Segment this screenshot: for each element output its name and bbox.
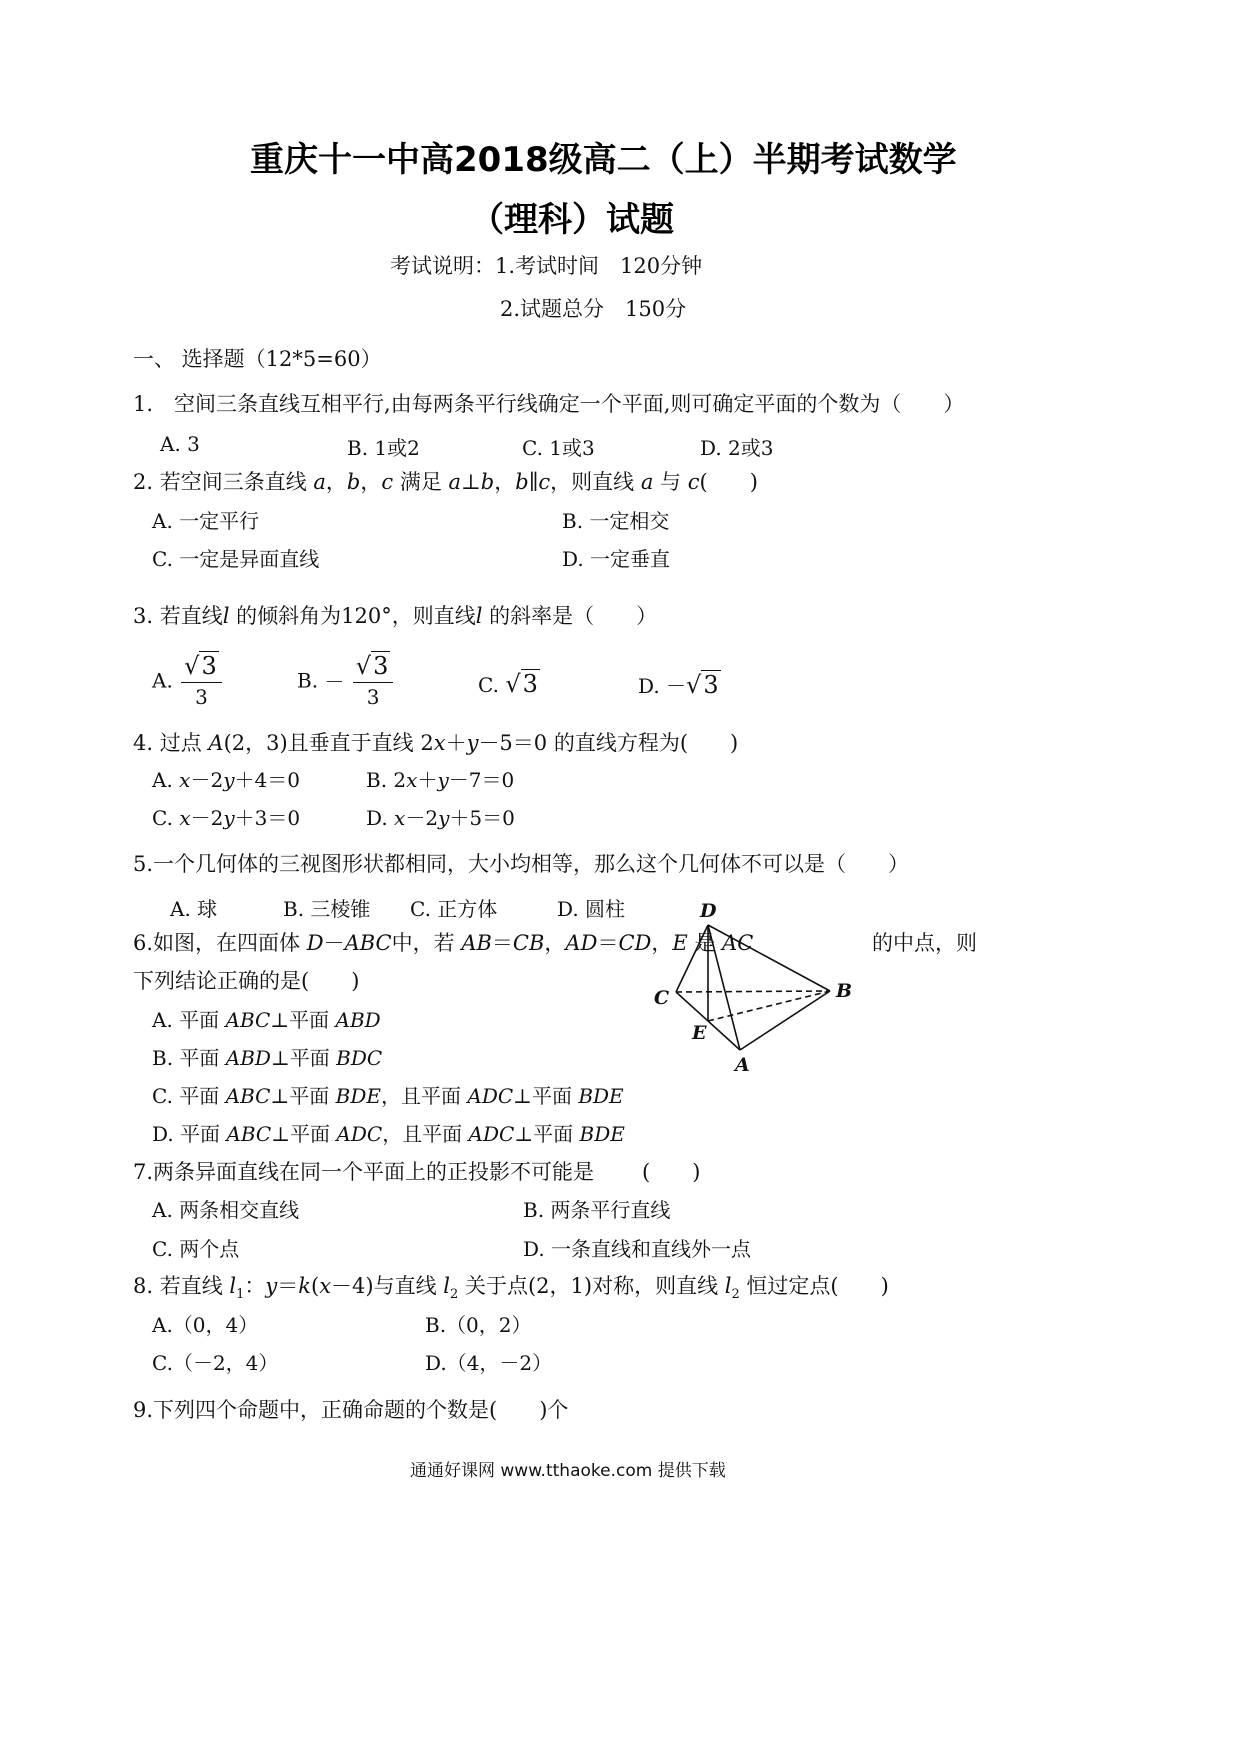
question-3-option-c: [478, 670, 540, 698]
question-7-stem: 7.两条异面直线在同一个平面上的正投影不可能是: [133, 1160, 595, 1184]
q2-text: ∥: [528, 470, 539, 494]
q6-text: ⊥平面: [271, 1122, 337, 1146]
exam-note-1: [390, 250, 702, 280]
q6-text: B. 平面: [152, 1046, 226, 1070]
q6-text: 是: [687, 931, 723, 955]
q2-var: c: [687, 470, 700, 494]
section-heading: 一、 选择题（12*5=60）: [133, 347, 382, 371]
q3-numerator: [353, 652, 394, 683]
page-footer: 通通好课网 www.tthaoke.com 提供下载: [410, 1461, 726, 1481]
q2-var: b: [480, 470, 495, 494]
q3-var: l: [475, 604, 483, 628]
question-5-option-d: D. 圆柱: [557, 897, 626, 921]
q8-var: k: [298, 1274, 311, 1298]
q4-var: y: [466, 731, 479, 755]
q6-text: D. 平面: [152, 1122, 227, 1146]
sqrt-sign: √: [686, 671, 702, 699]
q3-var: l: [222, 604, 230, 628]
q6-var: ABD: [335, 1008, 381, 1032]
q4-text: ＋5＝0: [449, 806, 515, 830]
question-3-option-d: [638, 670, 721, 699]
question-5-stem: 5.一个几何体的三视图形状都相同，大小均相等，那么这个几何体不可以是（ ）: [133, 852, 910, 876]
q4-var: x: [394, 806, 406, 830]
q3-fraction: [181, 652, 222, 709]
q6-var: ABC: [225, 1084, 271, 1108]
q6-text: ⊥平面: [270, 1084, 336, 1108]
q6-var: ABD: [225, 1046, 271, 1070]
vertex-label-e: E: [692, 1022, 707, 1044]
q3-text: 3. 若直线: [133, 604, 223, 628]
q6-var: ADC: [467, 1084, 514, 1108]
q4-var: y: [438, 806, 450, 830]
q4-text: ＋3＝0: [234, 806, 301, 830]
q4-var: y: [223, 806, 235, 830]
q6-text: 中，若: [391, 931, 462, 955]
exam-note-2: 2.试题总分 150分: [500, 297, 687, 321]
q3-denominator: 3: [366, 685, 380, 709]
sqrt-sign: √: [184, 652, 200, 680]
vertex-label-c: C: [654, 987, 670, 1009]
question-2-stem: [133, 466, 758, 496]
q8-text: －4)与直线: [331, 1274, 444, 1298]
q3-option-label: B.: [297, 668, 319, 693]
q6-var: E: [672, 931, 688, 955]
q3-text: 的倾斜角为120°，则直线: [229, 604, 476, 628]
q6-text: ⊥平面: [514, 1122, 580, 1146]
exam-title-line1: 重庆十一中高2018级高二（上）半期考试数学: [250, 140, 957, 180]
q6-text: ＝: [597, 931, 619, 955]
q2-text: ，则直线: [550, 470, 641, 494]
question-4-option-b: [366, 764, 514, 793]
q6-text: 6.如图，在四面体: [133, 931, 307, 955]
q3-option-label: D.: [638, 674, 660, 698]
q4-text: 4. 过点: [133, 731, 209, 755]
q2-text: 与: [653, 470, 688, 494]
question-8-option-a: A.（0，4）: [152, 1313, 259, 1337]
q4-text: －2: [190, 806, 224, 830]
q2-var: a: [640, 470, 654, 494]
q6-var: ABC: [225, 1008, 271, 1032]
question-9-stem: 9.下列四个命题中，正确命题的个数是( )个: [133, 1398, 569, 1422]
q3-fraction: [353, 652, 394, 709]
q4-text: －2: [405, 806, 439, 830]
q6-var: AD: [565, 931, 598, 955]
edge-db: [708, 925, 830, 991]
radicand: 3: [373, 652, 389, 680]
q6-var: BDC: [336, 1046, 383, 1070]
question-8-option-c: C.（－2，4）: [152, 1351, 279, 1375]
question-3-option-a: [152, 652, 224, 709]
vertex-label-b: B: [836, 980, 853, 1002]
question-1-option-a: A. 3: [160, 432, 200, 456]
q4-text: －2: [190, 768, 224, 792]
q8-text: 8. 若直线: [133, 1274, 230, 1298]
q3-numerator: [181, 652, 222, 683]
question-6-option-d: [152, 1118, 625, 1147]
q4-var: x: [433, 731, 446, 755]
exam-note-label: 考试说明：: [390, 254, 495, 278]
question-4-option-c: [152, 802, 300, 831]
q8-subscript: 1: [236, 1287, 245, 1303]
q4-text: －5＝0 的直线方程为( ): [478, 731, 739, 755]
q4-text: ＋4＝0: [234, 768, 300, 792]
q2-text: ( ): [699, 470, 758, 494]
minus-sign: －: [324, 670, 345, 694]
q6-text: ⊥平面: [270, 1046, 337, 1070]
question-7-answer-paren: ( ): [642, 1160, 701, 1184]
q6-text: ⊥平面: [270, 1008, 336, 1032]
q2-text: ，: [360, 470, 382, 494]
tetrahedron-figure: [640, 895, 870, 1075]
q4-var: y: [223, 768, 235, 792]
q8-var: y: [265, 1274, 278, 1298]
q2-var: c: [381, 470, 394, 494]
q3-option-label: A.: [152, 668, 173, 693]
question-2-option-a: A. 一定平行: [152, 509, 260, 533]
q4-option-label: C.: [152, 806, 173, 830]
q6-text: ⊥平面: [513, 1084, 579, 1108]
q2-var: a: [448, 470, 462, 494]
q4-var: x: [406, 768, 418, 792]
question-8-option-b: B.（0，2）: [425, 1313, 532, 1337]
question-1-stem: 1. 空间三条直线互相平行,由每两条平行线确定一个平面,则可确定平面的个数为（ ）: [133, 392, 965, 416]
q6-var: BDE: [335, 1084, 382, 1108]
q4-var: x: [179, 768, 191, 792]
question-4-stem: [133, 727, 738, 757]
q8-var: l: [724, 1274, 732, 1298]
q8-text: ＝: [277, 1274, 299, 1298]
q4-var: y: [437, 768, 449, 792]
q6-var: CD: [618, 931, 652, 955]
question-6-option-c: [152, 1080, 624, 1109]
q6-text: ，且平面: [381, 1084, 468, 1108]
q6-text: ，且平面: [382, 1122, 469, 1146]
edge-da: [708, 925, 740, 1050]
question-1-option-b: B. 1或2: [347, 436, 420, 460]
radicand: 3: [522, 670, 538, 698]
exam-title-line2: （理科）试题: [470, 200, 674, 240]
q3-option-label: C.: [478, 673, 499, 697]
sqrt-sign: √: [505, 670, 521, 698]
q8-var: l: [443, 1274, 450, 1298]
q2-text: ，: [325, 470, 347, 494]
q8-text: 恒过定点( ): [739, 1274, 889, 1298]
q8-var: x: [319, 1274, 332, 1298]
question-5-option-c: C. 正方体: [410, 897, 498, 921]
q3-text: 的斜率是（ ）: [482, 604, 658, 628]
edge-ab: [740, 991, 830, 1050]
exam-note-time: 1.考试时间 120分钟: [495, 254, 703, 278]
q4-text: 2: [393, 768, 407, 792]
q2-text: 2. 若空间三条直线: [133, 470, 314, 494]
q4-option-label: B.: [366, 768, 388, 792]
q4-var: A: [208, 731, 224, 755]
question-3-stem: [133, 600, 657, 630]
question-6-stem-tail: 的中点，则: [872, 931, 977, 955]
q6-var: BDE: [579, 1122, 625, 1146]
q2-var: b: [515, 470, 529, 494]
q3-sqrt: [686, 670, 721, 699]
question-5-option-a: A. 球: [170, 897, 218, 921]
minus-sign: －: [666, 674, 687, 698]
radicand: 3: [703, 671, 719, 699]
question-2-option-c: C. 一定是异面直线: [152, 547, 320, 571]
q2-text: ⊥: [461, 470, 481, 494]
question-4-option-d: [366, 802, 515, 831]
vertex-label-d: D: [700, 900, 717, 922]
q6-text: ，: [651, 931, 673, 955]
edge-cb-hidden: [676, 991, 830, 992]
question-7-option-b: B. 两条平行直线: [523, 1198, 671, 1222]
question-6-option-a: [152, 1004, 381, 1033]
q6-var: AB: [461, 931, 492, 955]
question-5-option-b: B. 三棱锥: [283, 897, 371, 921]
question-7-option-a: A. 两条相交直线: [152, 1198, 300, 1222]
radicand: 3: [201, 652, 217, 680]
question-1-option-d: D. 2或3: [700, 436, 774, 460]
q2-text: 满足: [393, 470, 449, 494]
question-2-option-d: D. 一定垂直: [562, 547, 671, 571]
q4-option-label: A.: [152, 768, 173, 792]
q8-subscript: 2: [731, 1287, 740, 1303]
q4-var: x: [179, 806, 191, 830]
question-4-option-a: [152, 764, 300, 793]
q4-text: －7＝0: [448, 768, 515, 792]
q4-option-label: D.: [366, 806, 388, 830]
q2-var: b: [346, 470, 361, 494]
q6-var: ABC: [344, 931, 392, 955]
q8-subscript: 2: [450, 1287, 459, 1303]
q8-var: l: [229, 1274, 237, 1298]
sqrt-sign: √: [355, 652, 372, 680]
q4-text: ＋: [417, 768, 438, 792]
q6-var: ABC: [226, 1122, 272, 1146]
q4-text: (2，3)且垂直于直线 2: [223, 731, 434, 755]
question-7-option-c: C. 两个点: [152, 1237, 240, 1261]
q3-denominator: 3: [195, 685, 208, 709]
q6-text: ，: [544, 931, 566, 955]
q8-text: ：: [244, 1274, 266, 1298]
vertex-label-a: A: [735, 1054, 750, 1075]
q2-text: ，: [494, 470, 516, 494]
q6-var: BDE: [578, 1084, 624, 1108]
question-6-option-b: [152, 1042, 382, 1071]
question-8-option-d: D.（4，－2）: [425, 1351, 553, 1375]
q2-var: c: [538, 470, 551, 494]
q3-sqrt: [505, 669, 540, 698]
question-1-option-c: C. 1或3: [522, 436, 595, 460]
q6-text: A. 平面: [152, 1008, 226, 1032]
q6-text: C. 平面: [152, 1084, 226, 1108]
question-6-stem-line2: 下列结论正确的是( ): [133, 969, 360, 993]
q4-text: ＋: [445, 731, 467, 755]
q2-var: a: [313, 470, 326, 494]
q8-text: (: [311, 1274, 320, 1298]
q6-text: ＝: [491, 931, 513, 955]
question-2-option-b: B. 一定相交: [562, 509, 670, 533]
question-7-option-d: D. 一条直线和直线外一点: [523, 1237, 752, 1261]
q6-var: ADC: [336, 1122, 383, 1146]
q8-text: 关于点(2，1)对称，则直线: [458, 1274, 725, 1298]
edge-dc: [676, 925, 708, 992]
q6-text: －: [323, 931, 345, 955]
q6-var: ADC: [468, 1122, 515, 1146]
q6-var: CB: [512, 931, 545, 955]
q6-var: AC: [722, 931, 754, 955]
question-3-option-b: [297, 652, 395, 709]
question-8-stem: [133, 1270, 889, 1302]
q6-var: D: [306, 931, 324, 955]
